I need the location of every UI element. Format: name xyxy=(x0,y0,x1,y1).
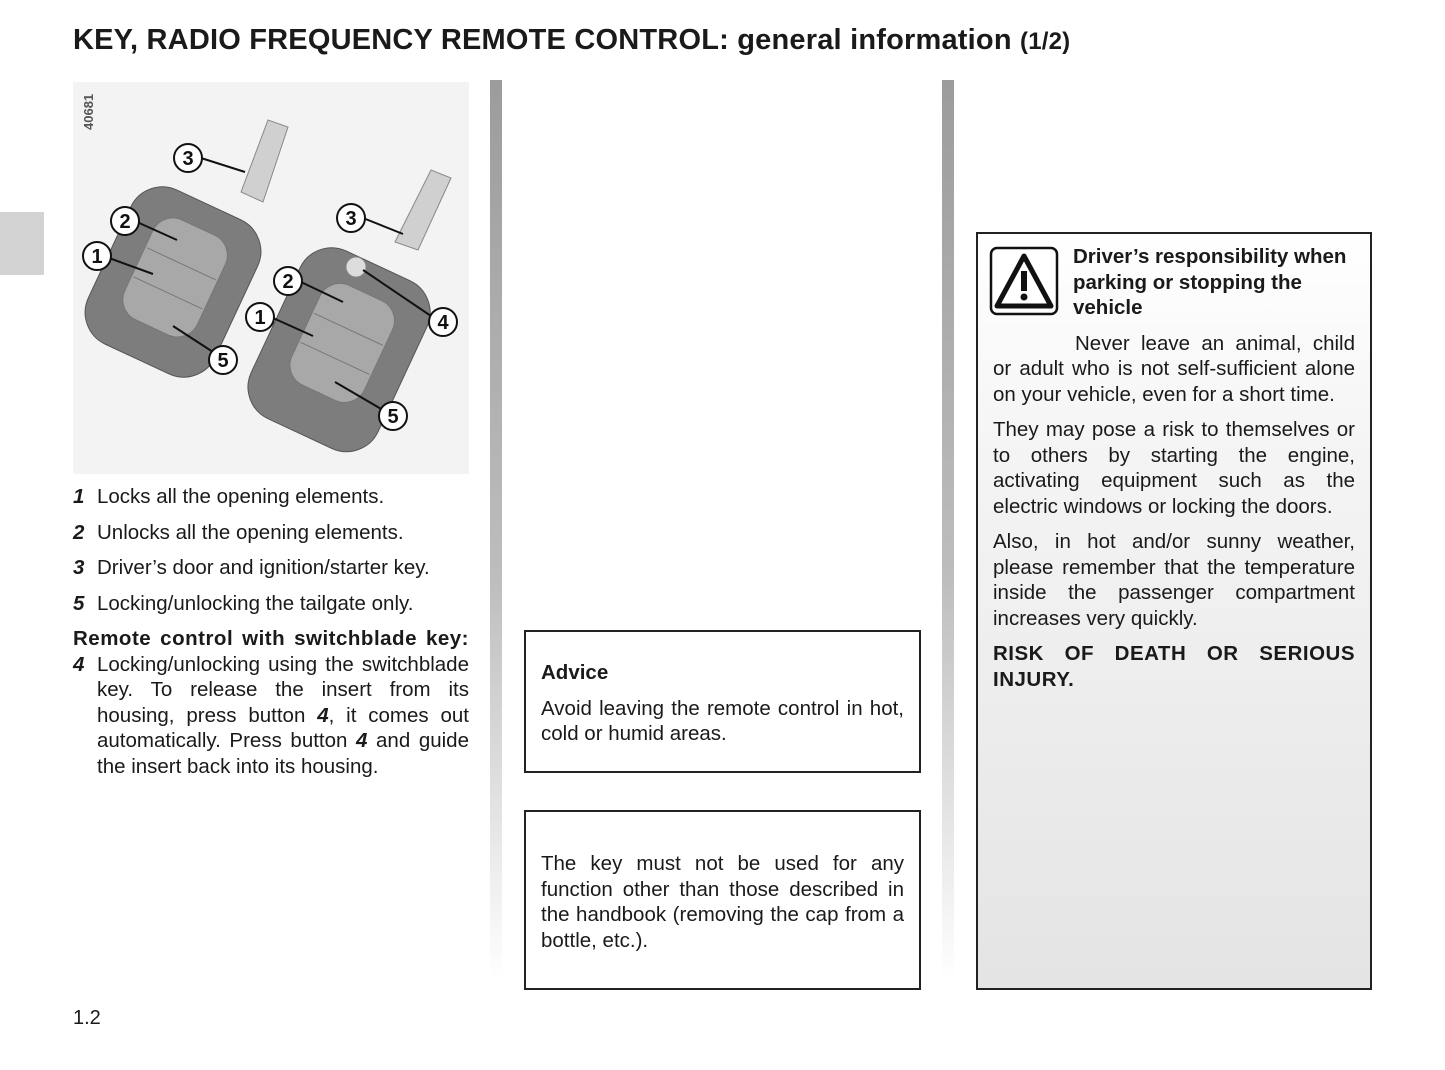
warning-triangle-icon xyxy=(989,246,1059,316)
legend-text xyxy=(97,652,469,780)
button-ref: 4 xyxy=(356,729,368,752)
callout-1: 1 xyxy=(91,246,103,268)
title-main: KEY, RADIO FREQUENCY REMOTE CONTROL: xyxy=(73,24,729,56)
callout-5: 5 xyxy=(217,350,229,372)
callout-3: 3 xyxy=(182,148,194,170)
warning-paragraph: They may pose a risk to themselves or to others by starting the engine, activating equipment such as the electric windows or locking the doors. xyxy=(993,418,1355,518)
key-illustration xyxy=(73,82,469,474)
note-box xyxy=(524,810,921,990)
legend-item xyxy=(73,555,469,581)
legend-num: 4 xyxy=(73,652,85,676)
warning-paragraph: Also, in hot and/or sunny weather, please remember that the temperature inside the passenger compartment increases very quickly. xyxy=(993,530,1355,630)
section-tab xyxy=(0,212,44,275)
legend-item xyxy=(73,520,469,546)
switchblade-heading: Remote control with switchblade key: xyxy=(73,627,469,650)
warning-box xyxy=(976,232,1372,990)
page-title xyxy=(73,24,1070,57)
legend-text: Locks all the opening elements. xyxy=(97,485,385,508)
legend-item xyxy=(73,652,469,780)
page-number: 1.2 xyxy=(73,1007,101,1029)
button-ref: 4 xyxy=(317,703,329,727)
title-part: (1/2) xyxy=(1020,28,1071,55)
callout-3: 3 xyxy=(345,208,357,230)
button-legend xyxy=(73,484,469,789)
advice-heading: Advice xyxy=(541,661,609,684)
legend-num: 5 xyxy=(73,591,85,615)
legend-item xyxy=(73,484,469,510)
callout-1: 1 xyxy=(254,307,266,329)
legend-num: 2 xyxy=(73,520,85,544)
warning-emphasis: RISK OF DEATH OR SERIOUS INJURY. xyxy=(993,642,1355,691)
legend-text: Driver’s door and ignition/starter key. xyxy=(97,556,430,579)
text-part: , it comes out automatically. Press button xyxy=(97,703,469,752)
legend-text: Locking/unlocking the tailgate only. xyxy=(97,591,414,615)
advice-box xyxy=(524,630,921,773)
warning-heading: Driver’s responsibility when parking or stopping the vehicle xyxy=(1073,245,1347,319)
text-part: and guide the insert back into its housing. xyxy=(97,729,469,778)
note-text: The key must not be used for any function other than those described in the handbook (removing the cap from a bottle, etc.). xyxy=(541,852,904,952)
legend-num: 3 xyxy=(73,556,85,579)
figure-ref-number: 40681 xyxy=(81,93,96,130)
callout-2: 2 xyxy=(119,211,131,233)
callout-5: 5 xyxy=(387,406,399,428)
legend-item xyxy=(73,591,469,617)
text-part: Locking/unlocking using the switchblade key. To release the insert from its housing, press button xyxy=(97,652,469,727)
column-divider xyxy=(490,80,502,980)
callout-2: 2 xyxy=(282,271,294,293)
column-divider xyxy=(942,80,954,980)
warning-paragraph: Never leave an animal, child or adult who is not self-sufficient alone on your vehicle, even for a short time. xyxy=(993,331,1355,406)
legend-text: Unlocks all the opening elements. xyxy=(97,520,404,544)
legend-num: 1 xyxy=(73,485,85,508)
advice-text: Avoid leaving the remote control in hot, cold or humid areas. xyxy=(541,696,904,745)
callout-4: 4 xyxy=(437,312,449,334)
title-sub: general information xyxy=(737,24,1012,56)
